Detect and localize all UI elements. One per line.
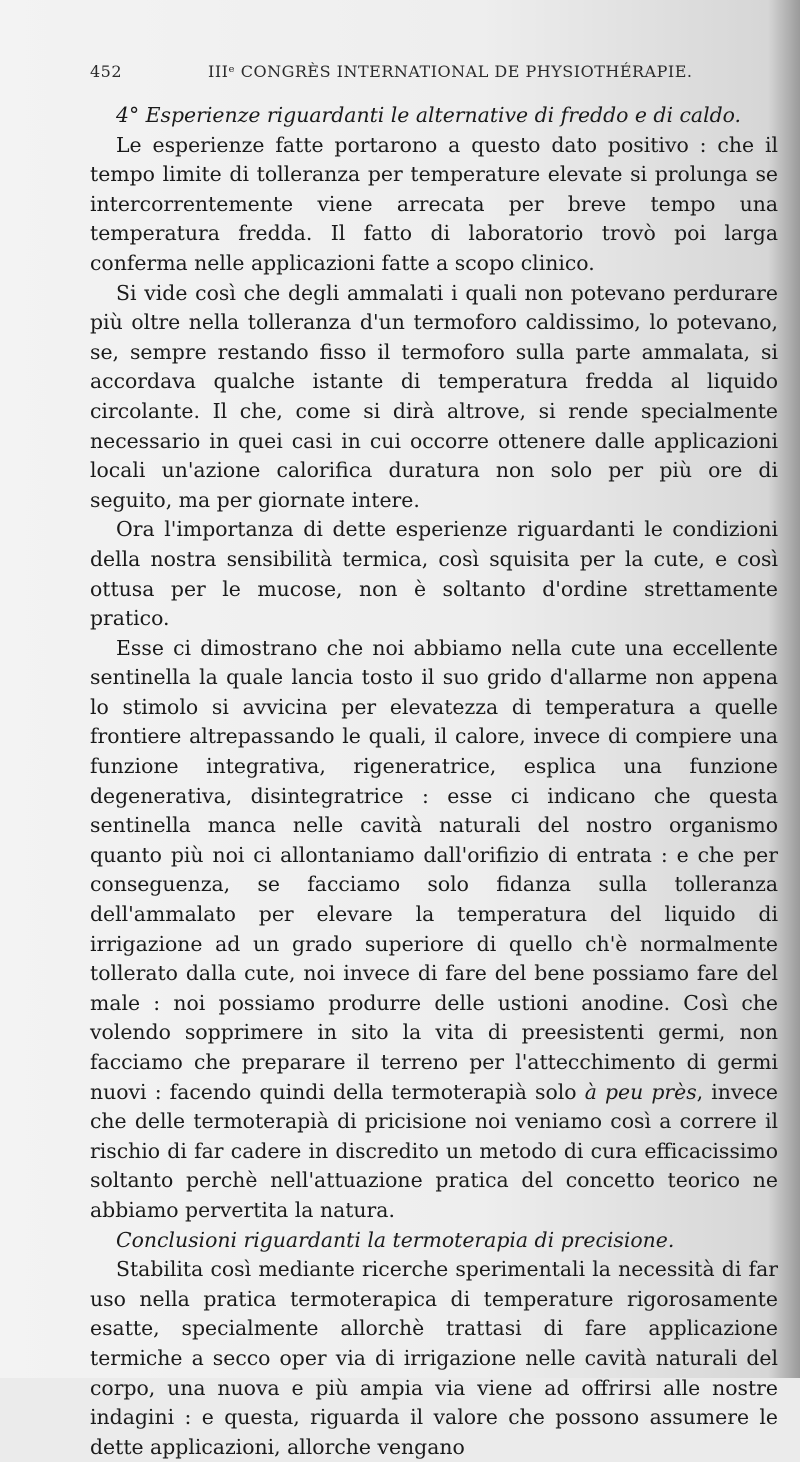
- section-heading: 4° Esperienze riguardanti le alternative di freddo e di caldo.: [116, 103, 742, 127]
- paragraph: [90, 634, 778, 1226]
- italic-phrase: à peu près: [584, 1079, 697, 1104]
- paragraph-text: , invece che delle termoterapià di pricisione noi veniamo così a correre il rischio di far cadere in discredito un metodo di cura efficacissimo soltanto perchè nell'attuazione pratica del concetto teorico ne abbiamo pervertita la natura.: [90, 1079, 778, 1222]
- paragraph: Si vide così che degli ammalati i quali non potevano perdurare più oltre nella tolleranza d'un termoforo caldissimo, lo potevano, se, sempre restando fisso il termoforo sulla parte ammalata, si accordava qualche istante di temperatura fredda al liquido circolante. Il che, come si dirà altrove, si rende specialmente necessario in quei casi in cui occorre ottenere dalle applicazioni locali un'azione calorifica duratura non solo per più ore di seguito, ma per giornate intere.: [90, 280, 778, 512]
- paragraph: Ora l'importanza di dette esperienze riguardanti le condizioni della nostra sensibilità termica, così squisita per la cute, e così ottusa per le mucose, non è soltanto d'ordine strettamente pratico.: [90, 517, 778, 631]
- conclusions-heading: Conclusioni riguardanti la termoterapia di precisione.: [116, 1227, 675, 1252]
- body-text: [90, 101, 778, 1462]
- page-header: [90, 62, 778, 81]
- paragraph: Le esperienze fatte portarono a questo dato positivo : che il tempo limite di tolleranza per temperature elevate si prolunga se intercorrentemente viene arrecata per breve tempo una temperatura fredda. Il fatto di laboratorio trovò poi larga conferma nelle applicazioni fatte a scopo clinico.: [90, 132, 778, 275]
- running-title: IIIᵉ CONGRÈS INTERNATIONAL DE PHYSIOTHÉRAPIE.: [208, 62, 693, 81]
- page-number: 452: [90, 62, 123, 81]
- paragraph-text: Esse ci dimostrano che noi abbiamo nella cute una eccellente sentinella la quale lancia tosto il suo grido d'allarme non appena lo stimolo si avvicina per elevatezza di temperatura a quelle frontiere altrepassando le quali, il calore, invece di compiere una funzione integrativa, rigeneratrice, esplica una funzione degenerativa, disintegratrice : esse ci indicano che questa sentinella manca nelle cavità naturali del nostro organismo quanto più noi ci allontaniamo dall'orifizio di entrata : e che per conseguenza, se facciamo solo fidanza sulla tolleranza dell'ammalato per elevare la temperatura del liquido di irrigazione ad un grado superiore di quello ch'è normalmente tollerato dalla cute, noi invece di fare del bene possiamo fare del male : noi possiamo produrre delle ustioni anodine. Così che volendo sopprimere in sito la vita di preesistenti germi, non facciamo che preparare il terreno per l'attecchimento di germi nuovi : facendo quindi della termoterapià solo: [90, 635, 778, 1104]
- paragraph: Stabilita così mediante ricerche sperimentali la necessità di far uso nella pratica termoterapica di temperature rigorosamente esatte, specialmente allorchè trattasi di fare applicazione termiche a secco oper via di irrigazione nelle cavità naturali del corpo, una nuova e più ampia via viene ad offrirsi alle nostre indagini : e questa, riguarda il valore che possono assumere le dette applicazioni, allorche vengano: [90, 1257, 778, 1459]
